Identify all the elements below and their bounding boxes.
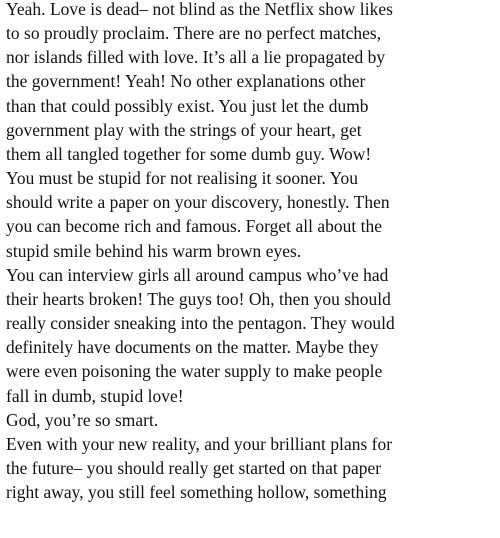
text-line: definitely have documents on the matter. Maybe they xyxy=(6,337,379,358)
paragraph xyxy=(6,263,496,408)
text-line: stupid smile behind his warm brown eyes. xyxy=(6,240,302,261)
text-line: fall in dumb, stupid love! xyxy=(6,385,184,406)
text-line: you can become rich and famous. Forget all about the xyxy=(6,216,383,237)
text-line: to so proudly proclaim. There are no perfect matches, xyxy=(6,23,382,44)
paragraph xyxy=(6,0,496,263)
paragraph xyxy=(6,432,496,504)
text-line: should write a paper on your discovery, honestly. Then xyxy=(6,192,390,213)
text-line: nor islands filled with love. It’s all a lie propagated by xyxy=(6,47,386,68)
text-line: their hearts broken! The guys too! Oh, then you should xyxy=(6,288,391,309)
text-line: the future– you should really get started on that paper xyxy=(6,457,382,478)
text-line: than that could possibly exist. You just let the dumb xyxy=(6,95,369,116)
text-line: Even with your new reality, and your brilliant plans for xyxy=(6,433,393,454)
text-line: them all tangled together for some dumb guy. Wow! xyxy=(6,143,372,164)
text-line: really consider sneaking into the pentagon. They would xyxy=(6,313,395,334)
text-line: God, you’re so smart. xyxy=(6,409,159,430)
text-line: You can interview girls all around campus who’ve had xyxy=(6,264,389,285)
text-line: Yeah. Love is dead– not blind as the Netflix show likes xyxy=(6,0,393,19)
text-line: government play with the strings of your heart, get xyxy=(6,119,362,140)
document-body xyxy=(6,0,496,504)
text-line: You must be stupid for not realising it sooner. You xyxy=(6,168,358,189)
text-line: right away, you still feel something hollow, something xyxy=(6,482,387,503)
text-line: the government! Yeah! No other explanations other xyxy=(6,71,366,92)
text-line: were even poisoning the water supply to make people xyxy=(6,361,383,382)
paragraph xyxy=(6,408,496,432)
